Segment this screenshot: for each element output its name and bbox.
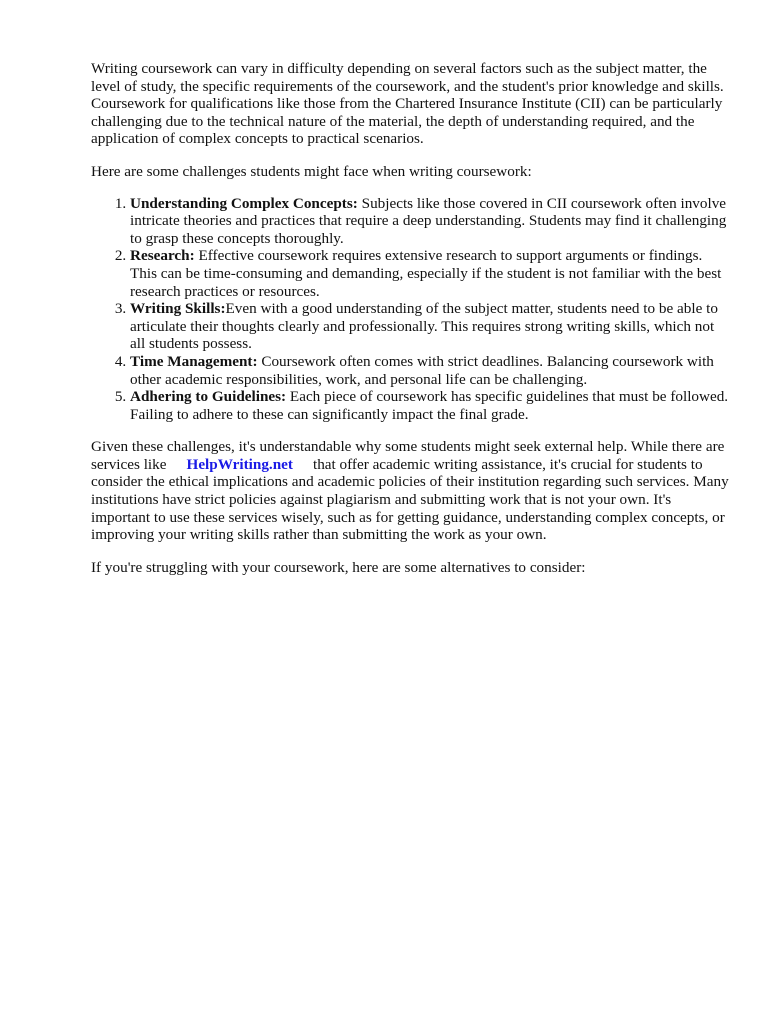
list-item-text: Even with a good understanding of the subject matter, students need to be able to articulate their thoughts clearly and professionally. This requires strong writing skills, which not all students possess.: [130, 300, 718, 353]
list-item-term: Understanding Complex Concepts:: [130, 194, 358, 212]
challenges-list: [91, 195, 731, 424]
list-item-text: Each piece of coursework has specific guidelines that must be followed. Failing to adhere to these can significantly impact the final grade.: [130, 388, 729, 423]
list-item: [130, 388, 731, 423]
list-item-term: Time Management:: [130, 352, 258, 370]
document-page: [91, 60, 731, 576]
list-item: [130, 353, 731, 388]
list-item-term: Writing Skills:: [130, 300, 226, 318]
list-item-text: Subjects like those covered in CII coursework often involve intricate theories and practices that require a deep understanding. Students may find it challenging to grasp these concepts thoroughly.: [130, 194, 727, 247]
list-item-text: Coursework often comes with strict deadlines. Balancing coursework with other academic responsibilities, work, and personal life can be challenging.: [130, 352, 714, 388]
help-paragraph-text-before: Given these challenges, it's understandable why some students might seek external help. While there are services like: [91, 438, 725, 473]
help-paragraph: [91, 438, 731, 544]
list-item: [130, 247, 731, 300]
list-item-term: Research:: [130, 247, 195, 265]
list-item: [130, 195, 731, 248]
list-item-text: Effective coursework requires extensive research to support arguments or findings. This can be time-consuming and demanding, especially if the student is not familiar with the best research practices or resources.: [130, 247, 722, 300]
list-item: [130, 300, 731, 353]
intro-paragraph: Writing coursework can vary in difficulty depending on several factors such as the subject matter, the level of study, the specific requirements of the coursework, and the student's prior knowledge and skills. Coursework for qualifications like those from the Chartered Insurance Institute (CII) can be particularly challenging due to the technical nature of the material, the depth of understanding required, and the application of complex concepts to practical scenarios.: [91, 60, 724, 148]
challenges-lead-paragraph: Here are some challenges students might face when writing coursework:: [91, 162, 532, 180]
list-item-term: Adhering to Guidelines:: [130, 388, 287, 406]
helpwriting-link[interactable]: HelpWriting.net: [186, 455, 293, 473]
help-paragraph-text-after: that offer academic writing assistance, it's crucial for students to consider the ethical implications and academic policies of their institution regarding such services. Many institutions have strict policies against plagiarism and submitting work that is not your own. It's important to use these services wisely, such as for getting guidance, understanding complex concepts, or improving your writing skills rather than submitting the work as your own.: [91, 455, 729, 544]
alternatives-lead-paragraph: If you're struggling with your coursework, here are some alternatives to consider:: [91, 558, 586, 576]
